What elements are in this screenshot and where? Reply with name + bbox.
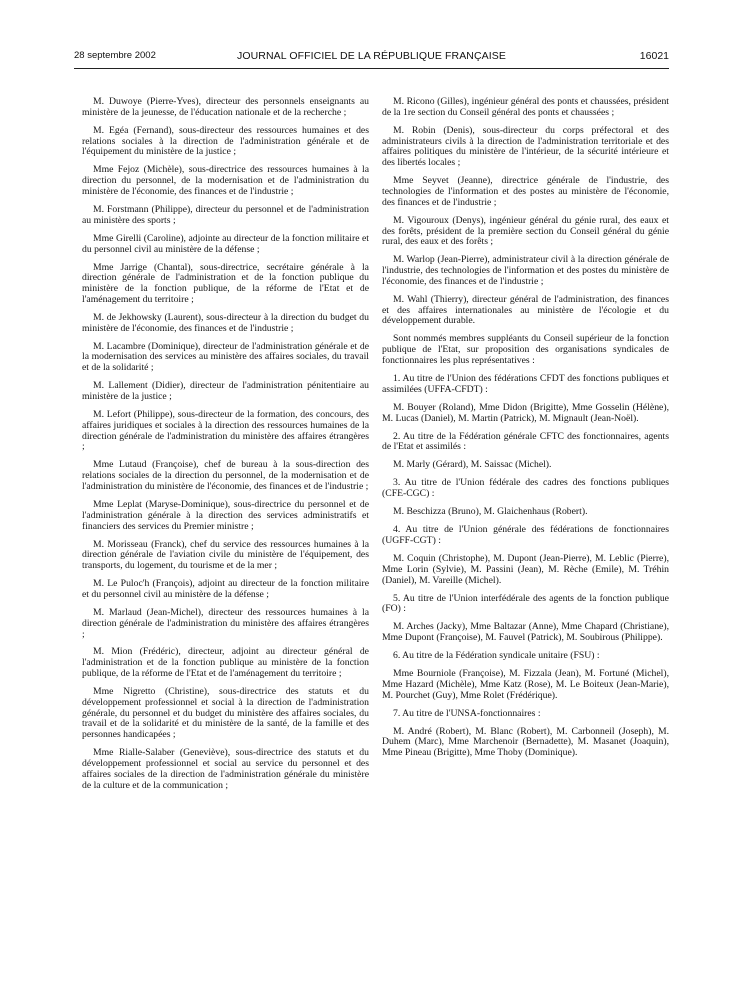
right-column bbox=[382, 97, 669, 766]
left-column-paragraph: M. Duwoye (Pierre-Yves), directeur des personnels enseignants au ministère de la jeunesse, de l'éducation nationale et de la recherche ; bbox=[82, 96, 369, 118]
left-column-paragraph: Mme Nigretto (Christine), sous-directrice des statuts et du développement professionnel et social à la direction de l'administration générale, du personnel et du budget du ministère des affaires sociales, du travail et de la solidarité et du ministère de la santé, de la famille et des personnes handicapées ; bbox=[82, 686, 369, 741]
left-column-paragraph: M. Le Puloc'h (François), adjoint au directeur de la fonction militaire et du personnel civil au ministère de la défense ; bbox=[82, 578, 369, 600]
right-column-paragraph: M. Vigouroux (Denys), ingénieur général du génie rural, des eaux et des forêts, président de la première section du Conseil général du génie rural, des eaux et des forêts ; bbox=[382, 214, 669, 248]
left-column-paragraph: Mme Fejoz (Michèle), sous-directrice des ressources humaines à la direction du personnel, de la modernisation et de l'administration du ministère de l'économie, des finances et de l'industrie ; bbox=[82, 164, 369, 197]
right-column-paragraph: Sont nommés membres suppléants du Conseil supérieur de la fonction publique de l'Etat, sur proposition des organisations syndicales de fonctionnaires les plus représentatives : bbox=[382, 333, 669, 367]
right-column-paragraph: M. Coquin (Christophe), M. Dupont (Jean-Pierre), M. Leblic (Pierre), Mme Lorin (Sylvie), M. Passini (Jean), M. Rèche (Emile), M. Tréhin (Daniel), M. Vareille (Michel). bbox=[382, 552, 669, 586]
left-column-paragraph: Mme Girelli (Caroline), adjointe au directeur de la fonction militaire et du personnel civil au ministère de la défense ; bbox=[82, 232, 369, 255]
left-column-paragraph: M. Mion (Frédéric), directeur, adjoint au directeur général de l'administration et de la fonction publique au ministère de la fonction publique, de la réforme de l'Etat et de l'aménagement du territoire ; bbox=[82, 646, 369, 680]
left-column-paragraph: Mme Jarrige (Chantal), sous-directrice, secrétaire générale à la direction générale de l'administration et de la fonction publique du ministère de la fonction publique, de la réforme de l'Etat et de l'aménagement du territoire ; bbox=[82, 261, 369, 305]
right-column-paragraph: M. Robin (Denis), sous-directeur du corps préfectoral et des administrateurs civils à la direction de l'administration territoriale et des affaires politiques du ministère de l'intérieur, de la sécurité intérieure et des libertés locales ; bbox=[382, 124, 669, 169]
right-column-paragraph: 3. Au titre de l'Union fédérale des cadres des fonctions publiques (CFE-CGC) : bbox=[382, 477, 669, 500]
left-column-paragraph: Mme Lutaud (Françoise), chef de bureau à la sous-direction des relations sociales de la direction du personnel, de la modernisation et de l'administration du ministère de l'économie, des finances et de l'industrie ; bbox=[82, 459, 369, 492]
journal-title: JOURNAL OFFICIEL DE LA RÉPUBLIQUE FRANÇAISE bbox=[237, 50, 506, 62]
right-column-paragraph: M. Wahl (Thierry), directeur général de l'administration, des finances et des affaires internationales au ministère de l'écologie et du développement durable. bbox=[382, 293, 669, 327]
header-date: 28 septembre 2002 bbox=[74, 50, 156, 61]
right-column-paragraph: Mme Bourniole (Françoise), M. Fizzala (Jean), M. Fortuné (Michel), Mme Hazard (Michèle), Mme Katz (Rose), M. Le Boiteux (Jean-Marie), M. Pourchet (Guy), Mme Rolet (Frédérique). bbox=[382, 668, 669, 701]
left-column-paragraph: M. Lacambre (Dominique), directeur de l'administration générale et de la modernisation des services au ministère des affaires sociales, du travail et de la solidarité ; bbox=[82, 340, 369, 374]
left-column-paragraph: M. Forstmann (Philippe), directeur du personnel et de l'administration au ministère des sports ; bbox=[82, 203, 369, 226]
right-column-paragraph: M. Marly (Gérard), M. Saissac (Michel). bbox=[393, 459, 552, 471]
page-number: 16021 bbox=[639, 50, 669, 62]
left-column-paragraph: Mme Rialle-Salaber (Geneviève), sous-directrice des statuts et du développement professionnel et social au service du personnel et des affaires sociales de la direction de l'administration générale du ministère de la culture et de la communication ; bbox=[82, 747, 369, 791]
page-header bbox=[74, 50, 669, 64]
right-column-paragraph: 2. Au titre de la Fédération générale CFTC des fonctionnaires, agents de l'Etat et assimilés : bbox=[382, 430, 669, 453]
right-column-paragraph: 6. Au titre de la Fédération syndicale unitaire (FSU) : bbox=[393, 650, 600, 662]
right-column-paragraph: M. Bouyer (Roland), Mme Didon (Brigitte), Mme Gosselin (Hélène), M. Lucas (Daniel), M. Martin (Patrick), M. Mignault (Jean-Noël). bbox=[382, 401, 669, 424]
left-column-paragraph: M. Morisseau (Franck), chef du service des ressources humaines à la direction générale de l'aviation civile du ministère de l'équipement, des transports, du logement, du tourisme et de la mer ; bbox=[82, 538, 369, 572]
right-column-paragraph: 7. Au titre de l'UNSA-fonctionnaires : bbox=[393, 707, 541, 719]
left-column-paragraph: M. de Jekhowsky (Laurent), sous-directeur à la direction du budget du ministère de l'économie, des finances et de l'industrie ; bbox=[82, 311, 369, 334]
right-column-paragraph: M. Arches (Jacky), Mme Baltazar (Anne), Mme Chapard (Christiane), Mme Dupont (Françoise), M. Fauvel (Patrick), M. Soubirous (Philippe). bbox=[382, 621, 669, 644]
right-column-paragraph: 5. Au titre de l'Union interfédérale des agents de la fonction publique (FO) : bbox=[382, 592, 669, 615]
right-column-paragraph: M. André (Robert), M. Blanc (Robert), M. Carbonneil (Joseph), M. Duhem (Marc), Mme Marchenoir (Bernadette), M. Masanet (Joaquin), Mme Pineau (Brigitte), Mme Thoby (Dominique). bbox=[382, 725, 669, 759]
left-column-paragraph: M. Lefort (Philippe), sous-directeur de la formation, des concours, des affaires juridiques et sociales à la direction des ressources humaines de la direction générale de l'administration du ministère des affaires étrangères ; bbox=[82, 409, 369, 453]
left-column-paragraph: M. Lallement (Didier), directeur de l'administration pénitentiaire au ministère de la justice ; bbox=[82, 380, 369, 403]
right-column-paragraph: M. Ricono (Gilles), ingénieur général des ponts et chaussées, président de la 1re section du Conseil général des ponts et chaussées ; bbox=[382, 96, 669, 118]
left-column-paragraph: M. Marlaud (Jean-Michel), directeur des ressources humaines à la direction générale de l'administration du ministère des affaires étrangères ; bbox=[82, 606, 369, 640]
left-column-paragraph: M. Egéa (Fernand), sous-directeur des ressources humaines et des relations sociales à la direction de l'administration générale et de l'équipement du ministère de la justice ; bbox=[82, 124, 369, 158]
right-column-paragraph: Mme Seyvet (Jeanne), directrice générale de l'industrie, des technologies de l'information et des postes au ministère de l'économie, des finances et de l'industrie ; bbox=[382, 175, 669, 208]
right-column-paragraph: 4. Au titre de l'Union générale des fédérations de fonctionnaires (UGFF-CGT) : bbox=[382, 524, 669, 546]
left-column bbox=[82, 97, 369, 799]
header-rule bbox=[74, 68, 669, 69]
right-column-paragraph: M. Beschizza (Bruno), M. Glaichenhaus (Robert). bbox=[393, 506, 588, 518]
right-column-paragraph: M. Warlop (Jean-Pierre), administrateur civil à la direction générale de l'industrie, des technologies de l'information et des postes du ministère de l'économie, des finances et de l'industrie ; bbox=[382, 254, 669, 287]
left-column-paragraph: Mme Leplat (Maryse-Dominique), sous-directrice du personnel et de l'administration générale à la direction des services administratifs et financiers des services du Premier ministre ; bbox=[82, 498, 369, 532]
right-column-paragraph: 1. Au titre de l'Union des fédérations CFDT des fonctions publiques et assimilées (UFFA-CFDT) : bbox=[382, 373, 669, 395]
